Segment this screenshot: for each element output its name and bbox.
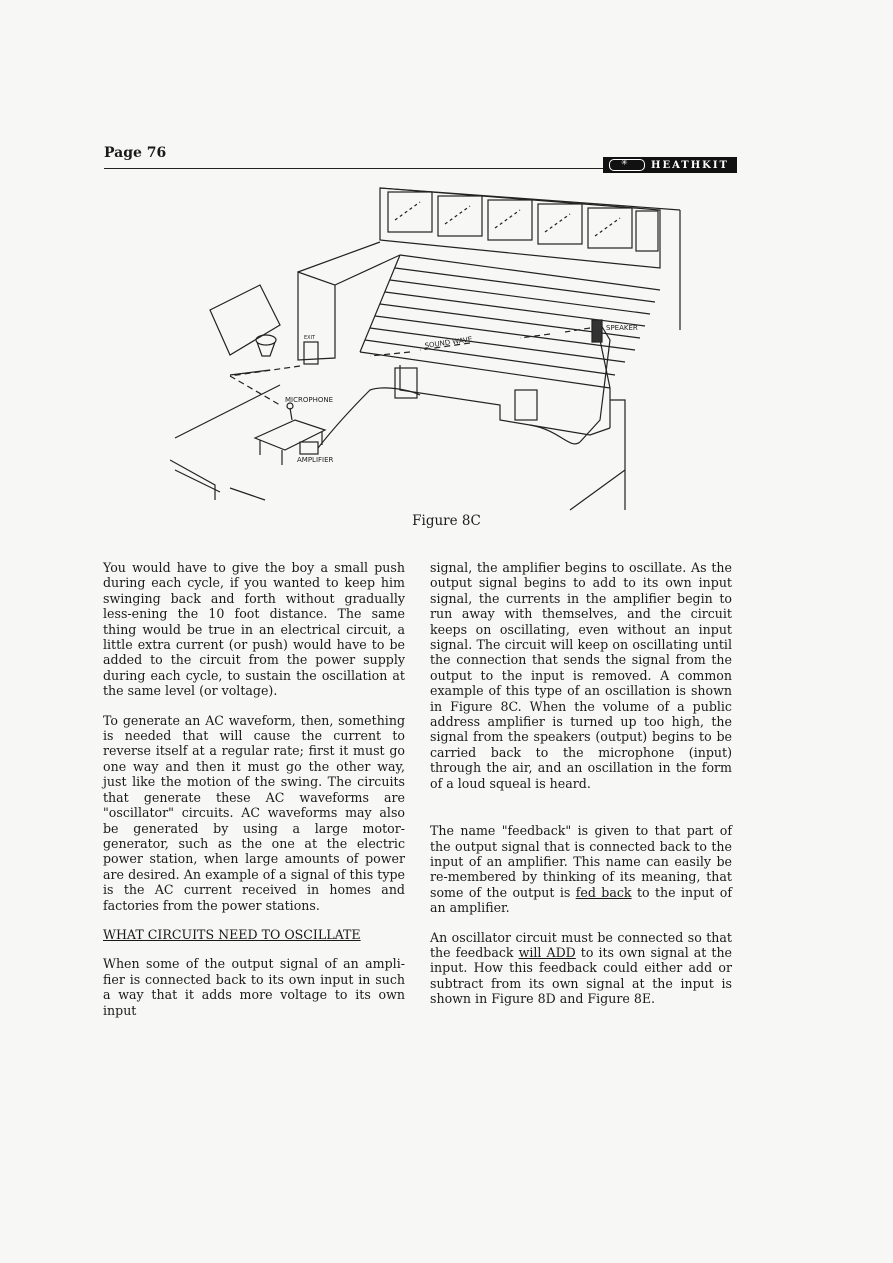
- exit-label: EXIT: [304, 335, 316, 341]
- right-paragraph-2-text-a: The name "feedback" is given to that part of the output signal that is connected back to the input of an amplifier. This name can easily be re-membered by thinking of its meaning, that some of the output is: [430, 823, 732, 900]
- figure-caption: Figure 8C: [412, 513, 481, 529]
- heathkit-logo: [603, 157, 737, 173]
- speaker-label: SPEAKER: [606, 324, 638, 332]
- right-paragraph-2: [430, 823, 732, 915]
- will-add-underlined: will ADD: [518, 944, 576, 960]
- section-heading: WHAT CIRCUITS NEED TO OSCILLATE: [103, 926, 361, 942]
- microphone-label: MICROPHONE: [285, 396, 334, 404]
- left-column: [103, 560, 405, 1032]
- right-paragraph-1: signal, the amplifier begins to oscillate. As the output signal begins to add to its own input signal, the currents in the amplifier begin to run away with themselves, and the circuit keeps on oscillating, even without an input signal. The circuit will keep on oscillating until the connection that sends the signal from the output to the input is removed. A common example of this type of an oscillation is shown in Figure 8C. When the volume of a public address amplifier is turned up too high, the signal from the speakers (output) begins to be carried back to the microphone (input) through the air, and an oscillation in the form of a loud squeal is heard.: [430, 560, 732, 791]
- right-paragraph-3-text-a: An oscillator circuit must be connected so that the feedback: [430, 929, 732, 960]
- page-number: Page 76: [104, 145, 167, 161]
- amplifier-label: AMPLIFIER: [297, 456, 334, 464]
- left-paragraph-3: When some of the output signal of an ampli-fier is connected back to its own input in such a way that it adds more voltage to its own input: [103, 956, 405, 1018]
- right-paragraph-3: [430, 930, 732, 1007]
- figure-8c-illustration: [170, 180, 690, 515]
- brand-name: HEATHKIT: [651, 159, 729, 171]
- right-column: [430, 560, 732, 1021]
- left-paragraph-2: To generate an AC waveform, then, something is needed that will cause the current to reverse itself at a regular rate; first it must go one way and then it must go the other way, just like the motion of the swing. The circuits that generate these AC waveforms are "oscillator" circuits. AC waveforms may also be generated by using a large motor-generator, such as the one at the electric power station, when large amounts of power are desired. An example of a signal of this type is the AC current received in homes and factories from the power stations.: [103, 712, 405, 913]
- left-paragraph-1: You would have to give the boy a small push during each cycle, if you wanted to keep him swinging back and forth without gradually less-ening the 10 foot distance. The same thing would be true in an electrical circuit, a little extra current (or push) would have to be added to the circuit from the power supply during each cycle, to sustain the oscillation at the same level (or voltage).: [103, 560, 405, 699]
- sound-wave-label: SOUND WAVE: [424, 335, 473, 350]
- right-paragraph-3-text-b: to its own signal at the input. How this feedback could either add or subtract from its own signal at the input is shown in Figure 8D and Figure 8E.: [430, 944, 733, 1007]
- right-paragraph-2-text-b: to the input of an amplifier.: [430, 884, 732, 916]
- header-rule: [104, 168, 604, 169]
- logo-mark-icon: [609, 159, 645, 171]
- fed-back-underlined: fed back: [575, 884, 632, 900]
